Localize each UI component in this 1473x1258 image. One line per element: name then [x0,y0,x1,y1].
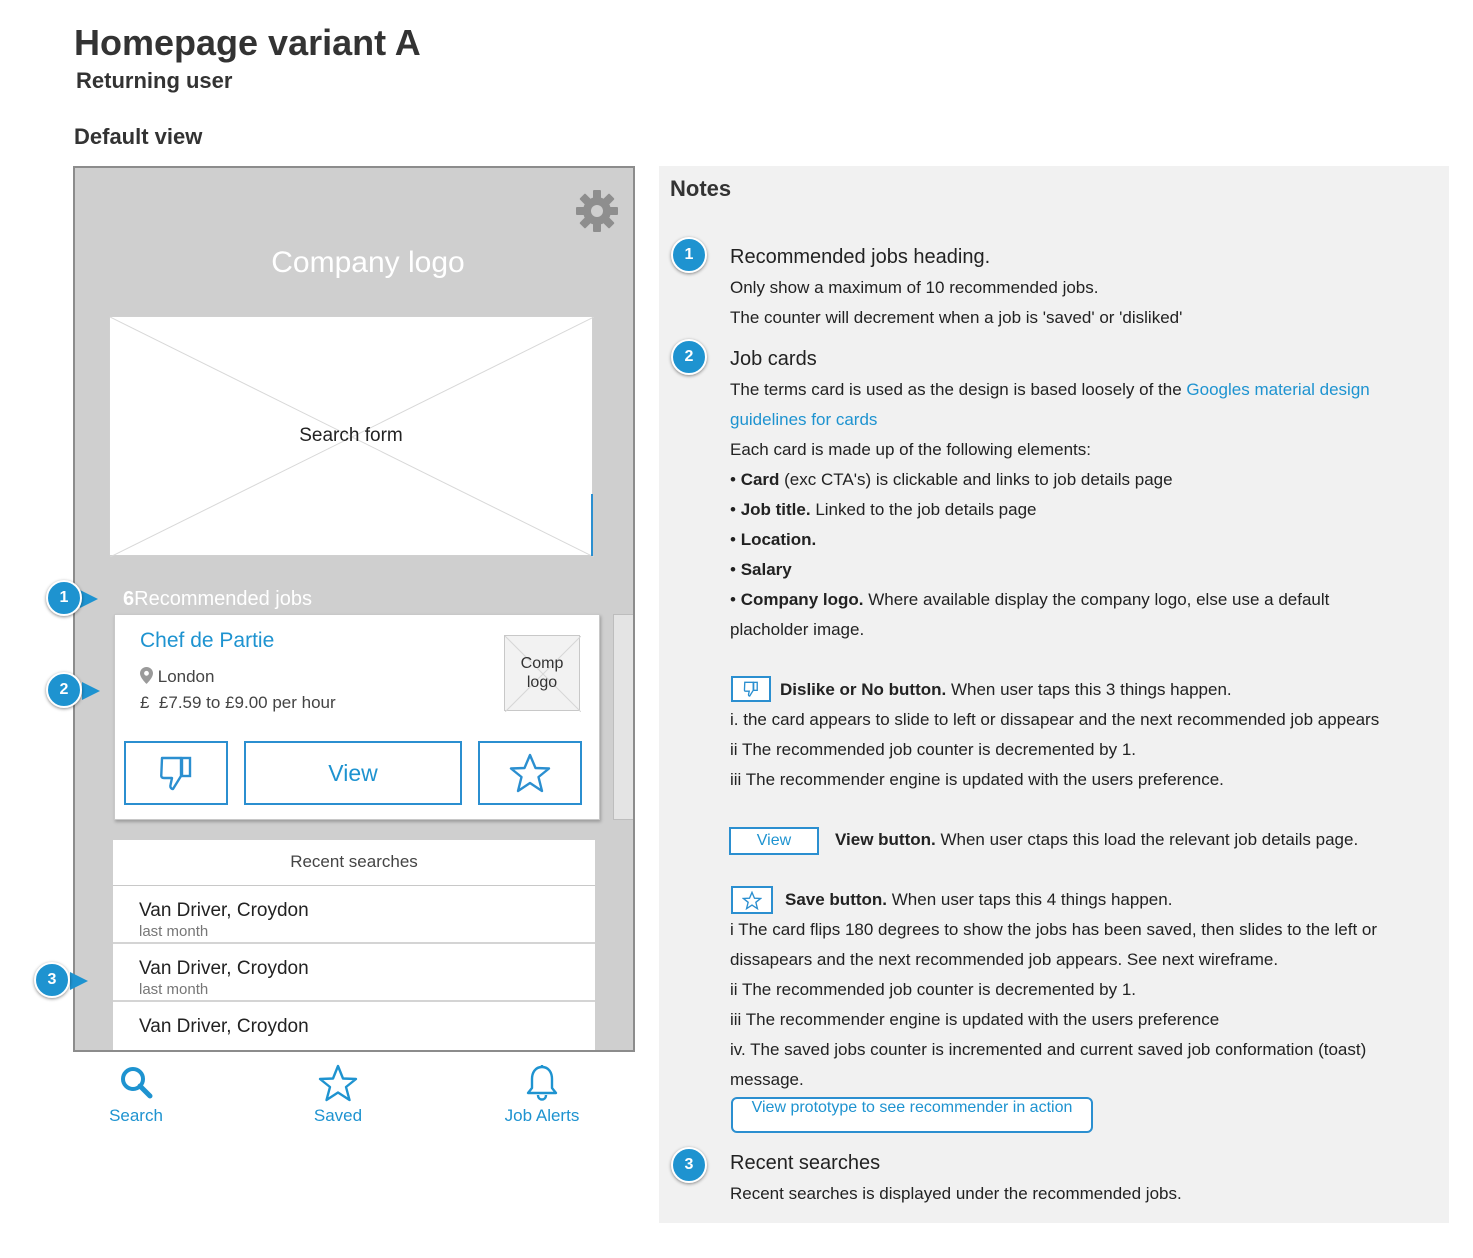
note-2-bullet: • Card (exc CTA's) is clickable and links to job details page [730,470,1173,489]
recent-search-time: last month [139,923,209,940]
callout-pointer [70,972,88,990]
job-card[interactable] [114,614,600,820]
company-logo-placeholder [504,635,580,711]
save-note-line: i The card flips 180 degrees to show the jobs has been saved, then slides to the left or [730,920,1378,939]
thumbs-down-icon [159,755,193,791]
search-icon [118,1064,154,1100]
note-3-heading: Recent searches [730,1152,881,1174]
search-form-label: Search form [299,425,403,446]
star-icon [742,891,762,910]
job-salary [140,693,336,713]
notes-title: Notes [670,176,732,201]
save-note-line: dissapears and the next recommended job appears. See next wireframe. [730,950,1279,969]
dislike-note: Dislike or No button. When user taps this 3 things happen. [780,680,1232,699]
recommended-jobs-heading [123,588,312,611]
note-3-line: Recent searches is displayed under the recommended jobs. [730,1184,1182,1203]
note-1-badge: 1 [671,237,707,273]
dislike-note-line: i. the card appears to slide to left or dissapear and the next recommended job appears [730,710,1380,729]
dislike-note-line: ii The recommended job counter is decremented by 1. [730,740,1137,759]
nav-search-label: Search [109,1106,163,1125]
note-3-badge: 3 [671,1147,707,1183]
note-2-bullet: • Salary [730,560,792,579]
recent-search-item[interactable] [113,944,595,1002]
job-location [140,667,214,687]
save-note: Save button. When user taps this 4 things happen. [785,890,1173,909]
save-note-line: iii The recommender engine is updated with the users preference [730,1010,1220,1029]
recent-search-time: last month [139,981,209,998]
recent-search-item[interactable] [113,886,595,944]
save-note-line: message. [730,1070,804,1089]
nav-saved[interactable] [268,1064,408,1126]
map-pin-icon [140,667,153,684]
company-logo: Company logo [271,246,465,279]
recent-search-title: Van Driver, Croydon [139,1016,309,1037]
nav-job-alerts-label: Job Alerts [504,1106,580,1125]
search-form-placeholder [109,316,593,556]
star-icon [318,1064,358,1102]
material-design-link[interactable]: guidelines for cards [730,410,878,429]
material-design-link[interactable]: Googles material design [1186,380,1370,399]
job-location-text: London [157,667,215,686]
thumbs-down-icon [743,681,759,697]
nav-job-alerts[interactable] [472,1064,612,1126]
dislike-button[interactable] [124,741,228,805]
note-2-bullet: • Job title. Linked to the job details page [730,500,1037,519]
note-2-bullet: • Company logo. Where available display the company logo, else use a default [730,590,1330,609]
note-1-heading: Recommended jobs heading. [730,246,991,268]
gear-icon[interactable] [574,188,620,234]
phone-frame [73,166,635,1052]
search-form-edge [591,494,593,556]
star-icon [508,752,552,794]
next-card-edge [613,614,635,820]
callout-1: 1 [46,580,82,616]
bell-icon [524,1064,560,1102]
callout-3: 3 [34,962,70,998]
callout-2: 2 [46,672,82,708]
view-button-sample: View [729,827,819,855]
view-note: View button. When user ctaps this load the relevant job details page. [835,830,1359,849]
notes-panel [659,166,1449,1223]
company-logo-label: Comp logo [520,655,564,691]
save-note-line: ii The recommended job counter is decremented by 1. [730,980,1137,999]
note-2-line: placholder image. [730,620,865,639]
salary-text: £7.59 to £9.00 per hour [158,693,336,712]
note-2-heading: Job cards [730,348,817,370]
page-title: Homepage variant A [74,22,421,63]
section-heading: Default view [74,124,203,149]
job-title-link[interactable]: Chef de Partie [140,629,275,652]
view-button[interactable]: View [244,741,462,805]
page-subtitle: Returning user [76,68,233,93]
recent-search-title: Van Driver, Croydon [139,900,309,921]
note-2-badge: 2 [671,339,707,375]
note-1-line: The counter will decrement when a job is 'saved' or 'disliked' [730,308,1183,327]
dislike-note-line: iii The recommender engine is updated with the users preference. [730,770,1224,789]
callout-pointer [80,590,98,608]
recent-searches-panel [113,840,595,1052]
save-button-sample [731,886,773,914]
salary-symbol: £ [140,693,150,712]
recent-search-title: Van Driver, Croydon [139,958,309,979]
save-note-line: iv. The saved jobs counter is incremented and current saved job conformation (toast) [730,1040,1367,1059]
nav-search[interactable] [66,1064,206,1126]
recent-search-item[interactable] [113,1002,595,1052]
note-2-intro-text: The terms card is used as the design is based loosely of the [730,380,1187,399]
recommended-label: Recommended jobs [134,588,312,610]
view-prototype-button[interactable]: View prototype to see recommender in action [731,1097,1093,1133]
recommended-count: 6 [123,588,135,610]
note-2-line: Each card is made up of the following elements: [730,440,1091,459]
save-button[interactable] [478,741,582,805]
recent-searches-header: Recent searches [113,840,595,886]
note-2-bullet: • Location. [730,530,817,549]
note-1-line: Only show a maximum of 10 recommended jobs. [730,278,1099,297]
dislike-button-sample [731,676,771,702]
note-2-intro [730,380,1370,400]
nav-saved-label: Saved [313,1106,363,1125]
callout-pointer [82,682,100,700]
